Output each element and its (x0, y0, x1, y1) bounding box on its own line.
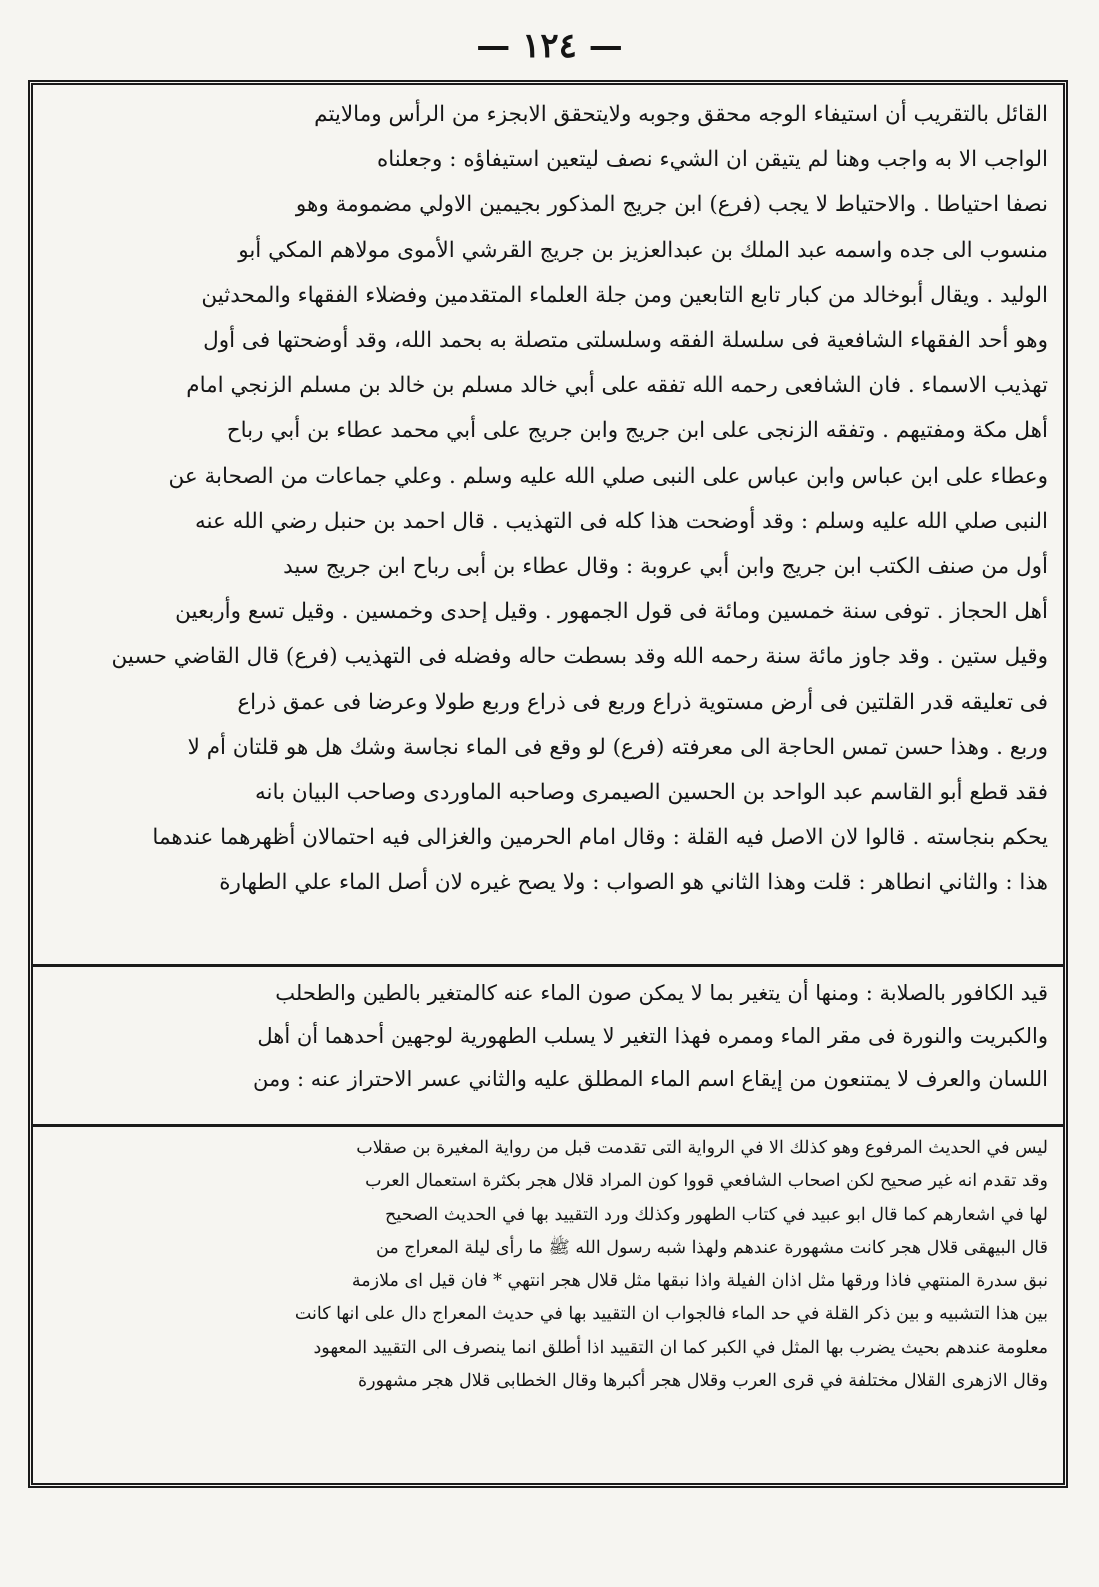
main-text-line: وقيل ستين . وقد جاوز مائة سنة رحمه الله وقد بسطت حاله وفضله فى التهذيب (فرع) قال القاضي حسين (111, 644, 1048, 670)
main-text-line: النبى صلي الله عليه وسلم : وقد أوضحت هذا كله فى التهذيب . قال احمد بن حنبل رضي الله عنه (194, 508, 1048, 534)
main-text-line: منسوب الى جده واسمه عبد الملك بن عبدالعزيز بن جريج القرشي الأموى مولاهم المكي أبو (238, 237, 1048, 263)
main-text-line: فى تعليقه قدر القلتين فى أرض مستوية ذراع وربع فى ذراع وربع طولا وعرضا فى عمق ذراع (237, 689, 1048, 715)
main-text-line: أهل الحجاز . توفى سنة خمسين ومائة فى قول الجمهور . وقيل إحدى وخمسين . وقيل تسع وأربعين (175, 599, 1048, 625)
commentary-text (48, 972, 1048, 1122)
main-text-line: يحكم بنجاسته . قالوا لان الاصل فيه القلة : وقال امام الحرمين والغزالى فيه احتمالان أظهرهما عندهما (152, 825, 1048, 851)
commentary-line: قيد الكافور بالصلابة : ومنها أن يتغير بما لا يمكن صون الماء عنه كالمتغير بالطين والطحلب (275, 981, 1048, 1005)
footnote-line: ليس في الحديث المرفوع وهو كذلك الا في الرواية التى تقدمت قبل من رواية المغيرة بن صقلاب (356, 1138, 1048, 1158)
footnote-line: نبق سدرة المنتهي فاذا ورقها مثل اذان الفيلة واذا نبقها مثل قلال هجر انتهي * فان قيل اى ملازمة (351, 1271, 1048, 1292)
footnote-line: معلومة عندهم بحيث يضرب بها المثل في الكبر كما ان التقييد اذا أطلق انما ينصرف الى التقييد المعهود (313, 1337, 1048, 1358)
commentary-line: والكبريت والنورة فى مقر الماء وممره فهذا التغير لا يسلب الطهورية لوجهين أحدهما أن أهل (257, 1024, 1048, 1048)
main-text-line: وهو أحد الفقهاء الشافعية فى سلسلة الفقه وسلسلتى متصلة به بحمد الله، وقد أوضحتها فى أول (203, 328, 1048, 354)
section-divider (32, 964, 1064, 967)
footnote-line: قال البيهقى قلال هجر كانت مشهورة عندهم ولهذا شبه رسول الله ﷺ ما رأى ليلة المعراج من (376, 1237, 1048, 1258)
footnote-line: وقد تقدم انه غير صحيح لكن اصحاب الشافعي قووا كون المراد قلال هجر بكثرة استعمال العرب (365, 1171, 1048, 1192)
footnote-divider (32, 1124, 1064, 1127)
main-text-line: نصفا احتياطا . والاحتياط لا يجب (فرع) ابن جريج المذكور بجيمين الاولي مضمومة وهو (295, 192, 1048, 218)
main-text-line: الواجب الا به واجب وهنا لم يتيقن ان الشيء نصف ليتعين استيفاؤه : وجعلناه (376, 147, 1048, 173)
main-text-line: الوليد . ويقال أبوخالد من كبار تابع التابعين ومن جلة العلماء المتقدمين وفضلاء الفقهاء والمحدثين (201, 282, 1048, 308)
main-text-line: فقد قطع أبو القاسم عبد الواحد بن الحسين الصيمرى وصاحبه الماوردى وصاحب البيان بانه (255, 780, 1048, 806)
footnote-text (48, 1132, 1048, 1482)
main-text-line: القائل بالتقريب أن استيفاء الوجه محقق وجوبه ولايتحقق الابجزء من الرأس ومالايتم (314, 102, 1048, 127)
footnote-line: بين هذا التشبيه و بين ذكر القلة في حد الماء فالجواب ان التقييد بها في حديث المعراج دال على انها كانت (294, 1304, 1048, 1325)
main-text-line: وربع . وهذا حسن تمس الحاجة الى معرفته (فرع) لو وقع فى الماء نجاسة وشك هل هو قلتان أم لا (187, 734, 1048, 760)
page-number: — ١٢٤ — (476, 26, 623, 66)
main-text-line: وعطاء على ابن عباس وابن عباس على النبى صلي الله عليه وسلم . وعلي جماعات من الصحابة عن (168, 463, 1048, 489)
main-text-line: أول من صنف الكتب ابن جريج وابن أبي عروبة : وقال عطاء بن أبى رباح ابن جريج سيد (283, 554, 1048, 580)
footnote-line: لها في اشعارهم كما قال ابو عبيد في كتاب الطهور وكذلك ورد التقييد بها في الحديث الصحيح (385, 1204, 1048, 1225)
main-text-line: أهل مكة ومفتيهم . وتفقه الزنجى على ابن جريج وابن جريج على أبي محمد عطاء بن أبي رباح (226, 418, 1048, 444)
main-text (48, 92, 1048, 958)
commentary-line: اللسان والعرف لا يمتنعون من إيقاع اسم الماء المطلق عليه والثاني عسر الاحتراز عنه : ومن (252, 1067, 1048, 1091)
main-text-line: تهذيب الاسماء . فان الشافعى رحمه الله تفقه على أبي خالد مسلم بن خالد بن مسلم الزنجي امام (186, 373, 1048, 399)
main-text-line: هذا : والثاني انطاهر : قلت وهذا الثاني هو الصواب : ولا يصح غيره لان أصل الماء علي الطهارة (219, 870, 1048, 896)
footnote-line: وقال الازهرى القلال مختلفة في قرى العرب وقلال هجر أكبرها وقال الخطابى قلال هجر مشهورة (358, 1371, 1048, 1392)
